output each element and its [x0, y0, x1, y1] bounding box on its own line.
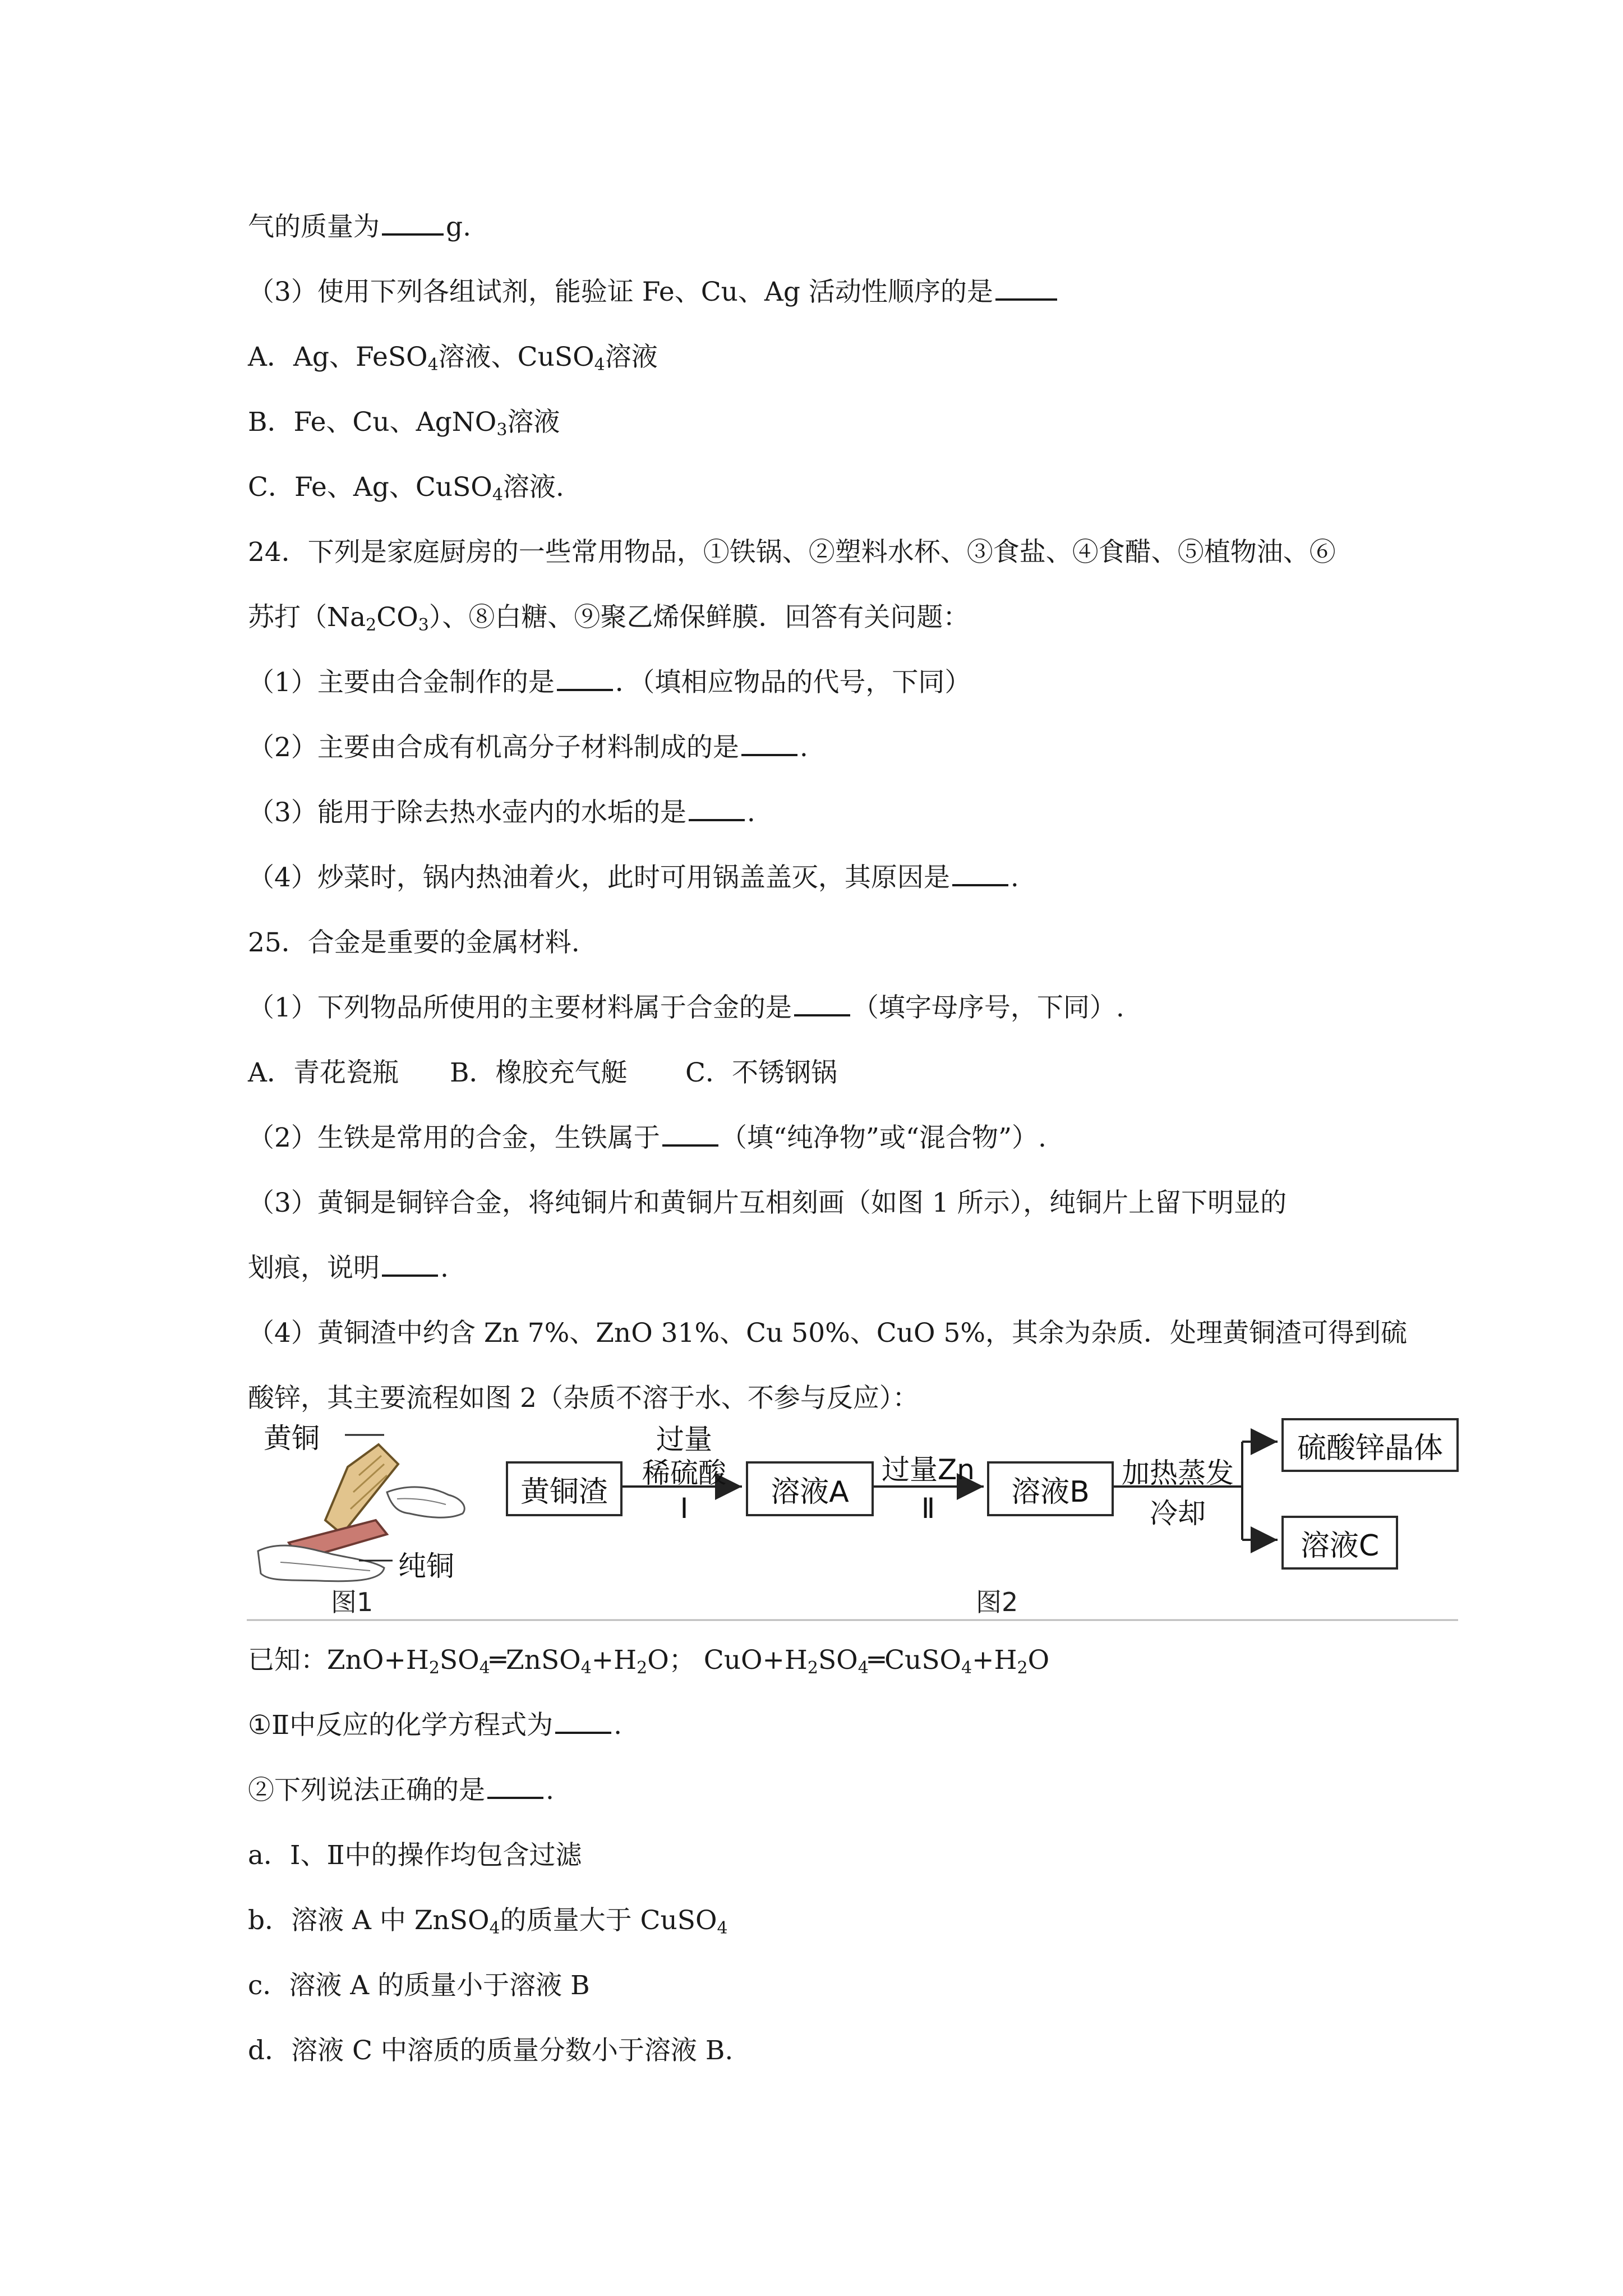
- answer-blank: [382, 1252, 438, 1277]
- answer-blank: [662, 1122, 718, 1147]
- arrow2-label-zn: 过量Zn: [882, 1453, 975, 1486]
- answer-blank: [557, 666, 613, 691]
- q25-part-3: （3）黄铜是铜锌合金，将纯铜片和黄铜片互相刻画（如图 1 所示），纯铜片上留下明显的: [248, 1188, 1287, 1218]
- question-24: 24．下列是家庭厨房的一些常用物品，①铁锅、②塑料水杯、③食盐、④食醋、⑤植物油、⑥: [248, 537, 1336, 568]
- arrow3-label-cool: 冷却: [1150, 1497, 1206, 1530]
- answer-blank: [995, 276, 1057, 301]
- sub-question-1: ①Ⅱ中反应的化学方程式为 .: [248, 1710, 623, 1741]
- fig1-label-brass: 黄铜: [264, 1422, 320, 1455]
- answer-blank: [382, 211, 444, 236]
- question-25: 25．合金是重要的金属材料.: [248, 927, 580, 958]
- figure-brass-process: [247, 1414, 1458, 1621]
- arrow2-step: Ⅱ: [921, 1492, 935, 1525]
- sub-question-2: ②下列说法正确的是 .: [248, 1775, 554, 1806]
- box-solution-c: 溶液C: [1281, 1516, 1398, 1570]
- answer-blank: [555, 1709, 611, 1734]
- q25-part-4-cont: 酸锌，其主要流程如图 2（杂质不溶于水、不参与反应）：: [248, 1383, 919, 1414]
- fig2-caption: 图2: [976, 1587, 1018, 1617]
- option-b: B．Fe、Cu、AgNO$_3$溶液: [248, 407, 560, 440]
- option-a: A．Ag、FeSO$_4$溶液、CuSO$_4$溶液: [248, 342, 658, 375]
- statement-c: c．溶液 A 的质量小于溶液 B: [248, 1970, 590, 2001]
- statement-b: b．溶液 A 中 ZnSO$_4$的质量大于 CuSO$_4$: [248, 1905, 728, 1938]
- box-solution-b: 溶液B: [987, 1461, 1114, 1516]
- answer-blank: [794, 992, 850, 1016]
- statement-d: d．溶液 C 中溶质的质量分数小于溶液 B.: [248, 2035, 734, 2066]
- option-c: C．Fe、Ag、CuSO$_4$溶液.: [248, 472, 564, 505]
- statement-a: a．Ⅰ、Ⅱ中的操作均包含过滤: [248, 1840, 582, 1871]
- q25-part-2: （2）生铁是常用的合金，生铁属于 （填“纯净物”或“混合物”）.: [248, 1122, 1046, 1153]
- box-brass-slag: 黄铜渣: [506, 1461, 623, 1516]
- q25-options: A．青花瓷瓶 B．橡胶充气艇 C．不锈钢锅: [248, 1057, 837, 1088]
- arrow1-label-acid: 稀硫酸: [642, 1457, 726, 1489]
- question-3: （3）使用下列各组试剂，能验证 Fe、Cu、Ag 活动性顺序的是: [248, 275, 1059, 309]
- answer-blank: [689, 797, 745, 821]
- fig1-caption: 图1: [331, 1587, 374, 1617]
- fig2-arrows: [247, 1414, 1458, 1621]
- q25-part-1: （1）下列物品所使用的主要材料属于合金的是 （填字母序号，下同）.: [248, 992, 1124, 1023]
- q25-part-3-cont: 划痕，说明 .: [248, 1253, 449, 1283]
- box-zinc-sulfate-crystal: 硫酸锌晶体: [1281, 1418, 1459, 1472]
- q24-part-3: （3）能用于除去热水壶内的水垢的是 .: [248, 797, 755, 828]
- q24-part-2: （2）主要由合成有机高分子材料制成的是 .: [248, 732, 808, 763]
- answer-blank: [487, 1774, 543, 1799]
- q25-part-4: （4）黄铜渣中约含 Zn 7%、ZnO 31%、Cu 50%、CuO 5%，其余为杂质．处理黄铜渣可得到硫: [248, 1318, 1408, 1349]
- arrow1-label-excess: 过量: [656, 1423, 712, 1456]
- text-line: 气的质量为 g.: [248, 211, 472, 242]
- question-24-cont: 苏打$(Na_2CO_3)$、⑧白糖、⑨聚乙烯保鲜膜．回答有关问题：: [248, 602, 970, 635]
- arrow3-label-heat: 加热蒸发: [1122, 1457, 1234, 1489]
- answer-blank: [952, 862, 1008, 886]
- fig1-label-copper: 纯铜: [398, 1550, 454, 1582]
- q24-part-1: （1）主要由合金制作的是 ．（填相应物品的代号，下同）: [248, 667, 971, 698]
- answer-blank: [741, 731, 797, 756]
- box-solution-a: 溶液A: [746, 1461, 874, 1516]
- q24-part-4: （4）炒菜时，锅内热油着火，此时可用锅盖盖灭，其原因是 .: [248, 862, 1019, 893]
- arrow1-step: Ⅰ: [680, 1492, 689, 1525]
- known-equations: 已知：$ZnO+H_2SO_4═ZnSO_4+H_2O$； $CuO+H_2SO_4═CuSO_4+H_2O$: [248, 1645, 1050, 1678]
